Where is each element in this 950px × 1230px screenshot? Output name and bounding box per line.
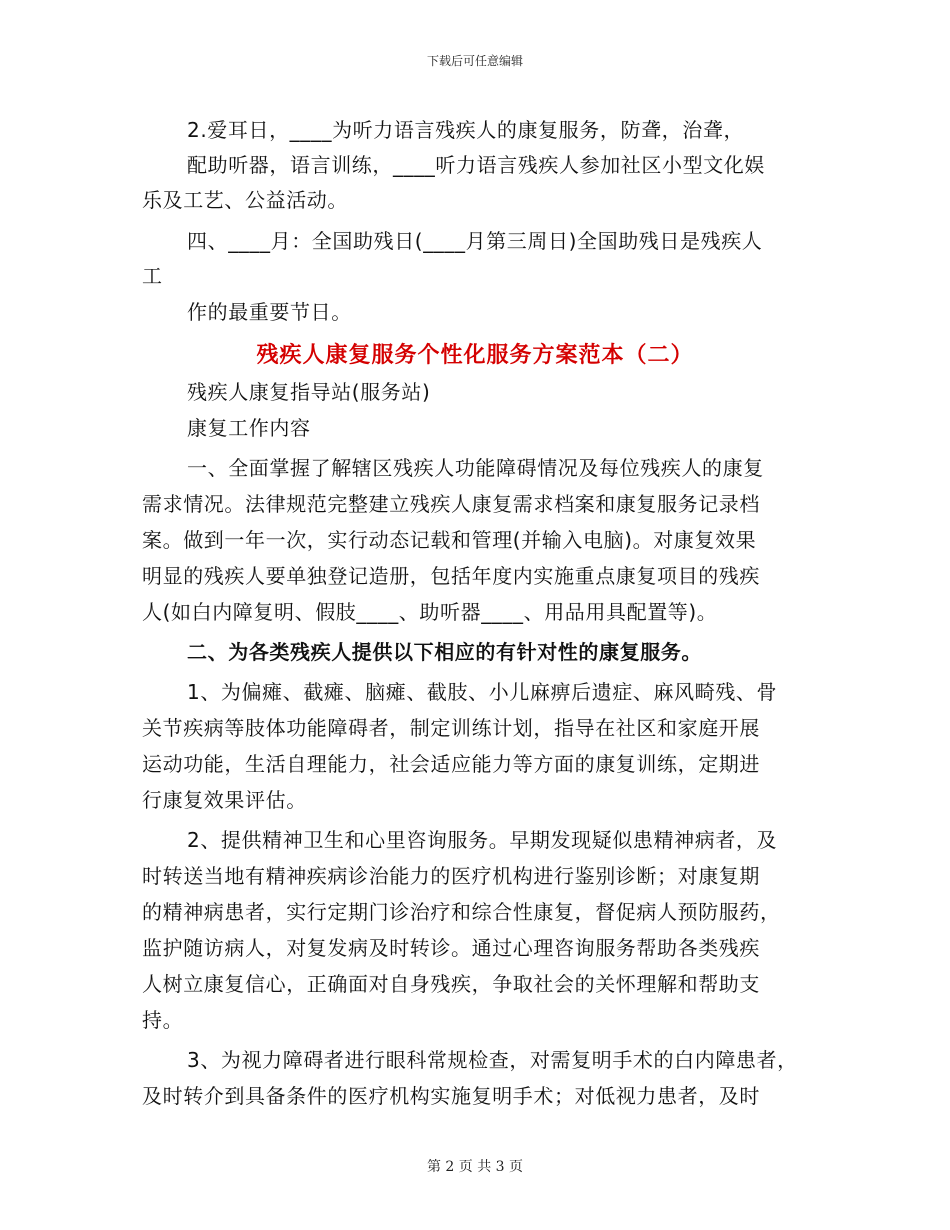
- paragraph-line: 2.爱耳日，____为听力语言残疾人的康复服务，防聋，治聋，: [187, 118, 745, 142]
- paragraph-line: 残疾人康复指导站(服务站): [187, 380, 431, 404]
- paragraph-line: 需求情况。法律规范完整建立残疾人康复需求档案和康复服务记录档: [142, 492, 760, 516]
- paragraph-line: 2、提供精神卫生和心里咨询服务。早期发现疑似患精神病者，及: [187, 828, 778, 852]
- paragraph-line: 持。: [142, 1008, 184, 1032]
- paragraph-line: 作的最重要节日。: [187, 300, 352, 324]
- paragraph-line: 四、____月：全国助残日(____月第三周日)全国助残日是残疾人: [187, 229, 763, 253]
- section-title: 残疾人康复服务个性化服务方案范本（二）: [256, 343, 694, 368]
- paragraph-line: 时转送当地有精神疾病诊治能力的医疗机构进行鉴别诊断；对康复期: [142, 864, 760, 888]
- paragraph-line: 监护随访病人，对复发病及时转诊。通过心理咨询服务帮助各类残疾: [142, 936, 760, 960]
- paragraph-line: 及时转介到具备条件的医疗机构实施复明手术；对低视力患者，及时: [142, 1084, 760, 1108]
- paragraph-line: 人树立康复信心，正确面对自身残疾，争取社会的关怀理解和帮助支: [142, 972, 760, 996]
- paragraph-line: 康复工作内容: [187, 416, 311, 440]
- paragraph-line: 明显的残疾人要单独登记造册，包括年度内实施重点康复项目的残疾: [142, 564, 760, 588]
- paragraph-line: 行康复效果评估。: [142, 788, 307, 812]
- paragraph-line: 工: [142, 264, 163, 288]
- paragraph-line: 运动功能，生活自理能力，社会适应能力等方面的康复训练，定期进: [142, 752, 760, 776]
- page-number: 第 2 页 共 3 页: [426, 1159, 524, 1175]
- section-heading: 二、为各类残疾人提供以下相应的有针对性的康复服务。: [187, 640, 702, 664]
- page-header: 下载后可任意编辑: [426, 54, 523, 68]
- paragraph-line: 人(如白内障复明、假肢____、助听器____、用品用具配置等)。: [142, 600, 718, 624]
- paragraph-line: 配助听器，语言训练，____听力语言残疾人参加社区小型文化娱: [187, 153, 765, 177]
- paragraph-line: 的精神病患者，实行定期门诊治疗和综合性康复，督促病人预防服药，: [142, 900, 781, 924]
- paragraph-line: 案。做到一年一次，实行动态记载和管理(并输入电脑)。对康复效果: [142, 528, 757, 552]
- paragraph-line: 乐及工艺、公益活动。: [142, 188, 348, 212]
- paragraph-line: 1、为偏瘫、截瘫、脑瘫、截肢、小儿麻痹后遗症、麻风畸残、骨: [187, 680, 778, 704]
- paragraph-line: 关节疾病等肢体功能障碍者，制定训练计划，指导在社区和家庭开展: [142, 716, 760, 740]
- paragraph-line: 一、全面掌握了解辖区残疾人功能障碍情况及每位残疾人的康复: [187, 456, 764, 480]
- paragraph-line: 3、为视力障碍者进行眼科常规检查，对需复明手术的白内障患者，: [187, 1048, 798, 1072]
